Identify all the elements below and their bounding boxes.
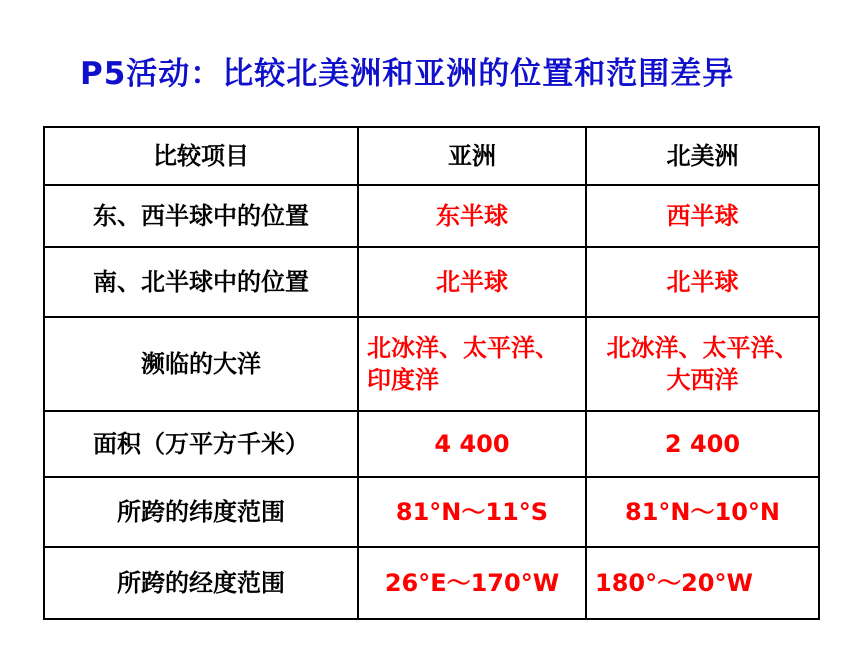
asia-value: 东半球 bbox=[358, 185, 586, 247]
table-row bbox=[44, 411, 819, 477]
north-america-value: 北冰洋、太平洋、大西洋 bbox=[586, 317, 819, 411]
north-america-value: 2 400 bbox=[586, 411, 819, 477]
table-row bbox=[44, 317, 819, 411]
row-label: 东、西半球中的位置 bbox=[44, 185, 358, 247]
row-label: 所跨的纬度范围 bbox=[44, 477, 358, 547]
header-north-america: 北美洲 bbox=[586, 127, 819, 185]
north-america-value: 北半球 bbox=[586, 247, 819, 317]
header-asia: 亚洲 bbox=[358, 127, 586, 185]
page-title: P5活动：比较北美洲和亚洲的位置和范围差异 bbox=[80, 56, 735, 92]
table-row bbox=[44, 185, 819, 247]
asia-value: 81°N～11°S bbox=[358, 477, 586, 547]
north-america-value: 180°～20°W bbox=[586, 547, 819, 619]
table-row bbox=[44, 477, 819, 547]
row-label: 所跨的经度范围 bbox=[44, 547, 358, 619]
row-label: 南、北半球中的位置 bbox=[44, 247, 358, 317]
row-label: 濒临的大洋 bbox=[44, 317, 358, 411]
asia-value: 26°E～170°W bbox=[358, 547, 586, 619]
asia-value: 北冰洋、太平洋、印度洋 bbox=[358, 317, 586, 411]
header-item: 比较项目 bbox=[44, 127, 358, 185]
table-row bbox=[44, 547, 819, 619]
north-america-value: 81°N～10°N bbox=[586, 477, 819, 547]
comparison-table bbox=[43, 126, 820, 620]
north-america-value: 西半球 bbox=[586, 185, 819, 247]
row-label: 面积（万平方千米） bbox=[44, 411, 358, 477]
asia-value: 北半球 bbox=[358, 247, 586, 317]
asia-value: 4 400 bbox=[358, 411, 586, 477]
table-row bbox=[44, 247, 819, 317]
table-header-row bbox=[44, 127, 819, 185]
